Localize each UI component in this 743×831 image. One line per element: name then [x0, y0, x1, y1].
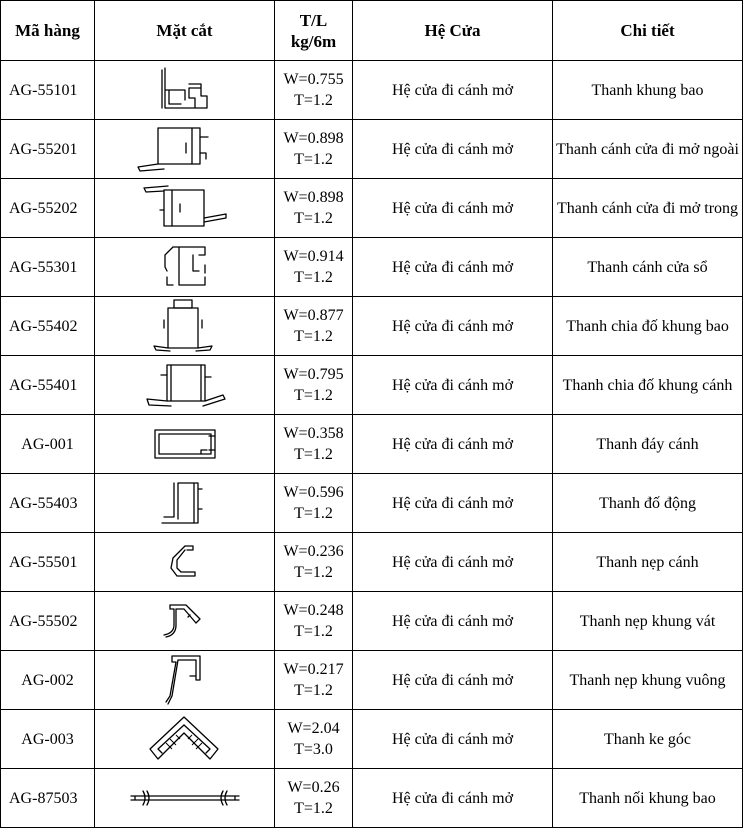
row-detail: Thanh cánh cửa đi mở trong	[553, 179, 743, 238]
row-code: AG-002	[1, 651, 95, 710]
frame-mullion-profile-icon	[140, 298, 230, 354]
row-section	[95, 238, 275, 297]
row-weight	[275, 415, 353, 474]
row-section	[95, 297, 275, 356]
row-section	[95, 415, 275, 474]
row-code: AG-55501	[1, 533, 95, 592]
frame-joiner-profile-icon	[125, 783, 245, 813]
table-row	[1, 356, 743, 415]
row-weight	[275, 533, 353, 592]
row-t: T=1.2	[294, 623, 333, 640]
row-system: Hệ cửa đi cánh mở	[353, 710, 553, 769]
table-header-row	[1, 1, 743, 61]
row-detail: Thanh khung bao	[553, 61, 743, 120]
row-code: AG-55403	[1, 474, 95, 533]
row-t: T=1.2	[294, 210, 333, 227]
table-row	[1, 61, 743, 120]
row-w: W=2.04	[287, 720, 340, 737]
row-code: AG-55301	[1, 238, 95, 297]
outward-sash-profile-icon	[130, 123, 240, 175]
row-system: Hệ cửa đi cánh mở	[353, 769, 553, 828]
bevel-frame-bead-profile-icon	[150, 595, 220, 647]
row-section	[95, 474, 275, 533]
table-row	[1, 769, 743, 828]
row-code: AG-003	[1, 710, 95, 769]
row-t: T=1.2	[294, 564, 333, 581]
row-t: T=1.2	[294, 387, 333, 404]
row-section	[95, 61, 275, 120]
row-w: W=0.217	[283, 661, 344, 678]
row-weight	[275, 710, 353, 769]
header-weight	[275, 1, 353, 61]
row-code: AG-87503	[1, 769, 95, 828]
table-row	[1, 474, 743, 533]
row-weight	[275, 356, 353, 415]
sash-bottom-profile-icon	[145, 424, 225, 464]
row-code: AG-55201	[1, 120, 95, 179]
row-detail: Thanh nẹp khung vát	[553, 592, 743, 651]
row-w: W=0.755	[283, 71, 344, 88]
row-section	[95, 533, 275, 592]
table-row	[1, 651, 743, 710]
row-detail: Thanh chia đố khung bao	[553, 297, 743, 356]
row-weight	[275, 120, 353, 179]
corner-bracket-profile-icon	[140, 713, 230, 765]
row-system: Hệ cửa đi cánh mở	[353, 415, 553, 474]
frame-profile-icon	[145, 64, 225, 116]
table-row	[1, 238, 743, 297]
row-w: W=0.236	[283, 543, 344, 560]
window-sash-profile-icon	[145, 241, 225, 293]
row-system: Hệ cửa đi cánh mở	[353, 238, 553, 297]
row-system: Hệ cửa đi cánh mở	[353, 179, 553, 238]
header-system: Hệ Cửa	[353, 1, 553, 61]
row-t: T=1.2	[294, 151, 333, 168]
row-weight	[275, 297, 353, 356]
table-row	[1, 120, 743, 179]
row-system: Hệ cửa đi cánh mở	[353, 61, 553, 120]
row-w: W=0.914	[283, 248, 344, 265]
header-weight-line1: T/L	[299, 10, 328, 30]
row-code: AG-55402	[1, 297, 95, 356]
row-code: AG-55502	[1, 592, 95, 651]
row-system: Hệ cửa đi cánh mở	[353, 592, 553, 651]
row-detail: Thanh đáy cánh	[553, 415, 743, 474]
sash-mullion-profile-icon	[135, 359, 235, 411]
row-system: Hệ cửa đi cánh mở	[353, 120, 553, 179]
row-weight	[275, 474, 353, 533]
row-weight	[275, 61, 353, 120]
row-w: W=0.26	[287, 779, 340, 796]
row-w: W=0.877	[283, 307, 344, 324]
row-section	[95, 179, 275, 238]
header-section: Mặt cắt	[95, 1, 275, 61]
row-weight	[275, 179, 353, 238]
table-row	[1, 592, 743, 651]
table-row	[1, 297, 743, 356]
row-t: T=1.2	[294, 328, 333, 345]
header-weight-line2: kg/6m	[290, 31, 337, 51]
square-frame-bead-profile-icon	[150, 652, 220, 708]
row-detail: Thanh nẹp khung vuông	[553, 651, 743, 710]
row-section	[95, 120, 275, 179]
row-w: W=0.898	[283, 189, 344, 206]
row-detail: Thanh cánh cửa sổ	[553, 238, 743, 297]
row-detail: Thanh nẹp cánh	[553, 533, 743, 592]
row-w: W=0.795	[283, 366, 344, 383]
row-system: Hệ cửa đi cánh mở	[353, 297, 553, 356]
row-weight	[275, 769, 353, 828]
row-section	[95, 592, 275, 651]
row-detail: Thanh nối khung bao	[553, 769, 743, 828]
row-code: AG-001	[1, 415, 95, 474]
moving-mullion-profile-icon	[150, 477, 220, 529]
table-row	[1, 710, 743, 769]
table-row	[1, 179, 743, 238]
row-section	[95, 651, 275, 710]
row-code: AG-55401	[1, 356, 95, 415]
row-t: T=1.2	[294, 269, 333, 286]
row-code: AG-55101	[1, 61, 95, 120]
row-code: AG-55202	[1, 179, 95, 238]
row-detail: Thanh cánh cửa đi mở ngoài	[553, 120, 743, 179]
row-t: T=1.2	[294, 682, 333, 699]
row-w: W=0.898	[283, 130, 344, 147]
row-t: T=1.2	[294, 446, 333, 463]
row-w: W=0.358	[283, 425, 344, 442]
row-system: Hệ cửa đi cánh mở	[353, 474, 553, 533]
sash-bead-profile-icon	[155, 536, 215, 588]
header-code: Mã hàng	[1, 1, 95, 61]
row-w: W=0.248	[283, 602, 344, 619]
row-w: W=0.596	[283, 484, 344, 501]
row-section	[95, 356, 275, 415]
row-system: Hệ cửa đi cánh mở	[353, 356, 553, 415]
inward-sash-profile-icon	[130, 182, 240, 234]
row-detail: Thanh chia đố khung cánh	[553, 356, 743, 415]
row-weight	[275, 651, 353, 710]
header-detail: Chi tiết	[553, 1, 743, 61]
row-weight	[275, 592, 353, 651]
row-section	[95, 710, 275, 769]
row-section	[95, 769, 275, 828]
table-row	[1, 415, 743, 474]
row-system: Hệ cửa đi cánh mở	[353, 533, 553, 592]
row-detail: Thanh ke góc	[553, 710, 743, 769]
row-t: T=3.0	[294, 741, 333, 758]
row-system: Hệ cửa đi cánh mở	[353, 651, 553, 710]
row-detail: Thanh đố động	[553, 474, 743, 533]
row-t: T=1.2	[294, 800, 333, 817]
table-row	[1, 533, 743, 592]
row-weight	[275, 238, 353, 297]
row-t: T=1.2	[294, 92, 333, 109]
row-t: T=1.2	[294, 505, 333, 522]
